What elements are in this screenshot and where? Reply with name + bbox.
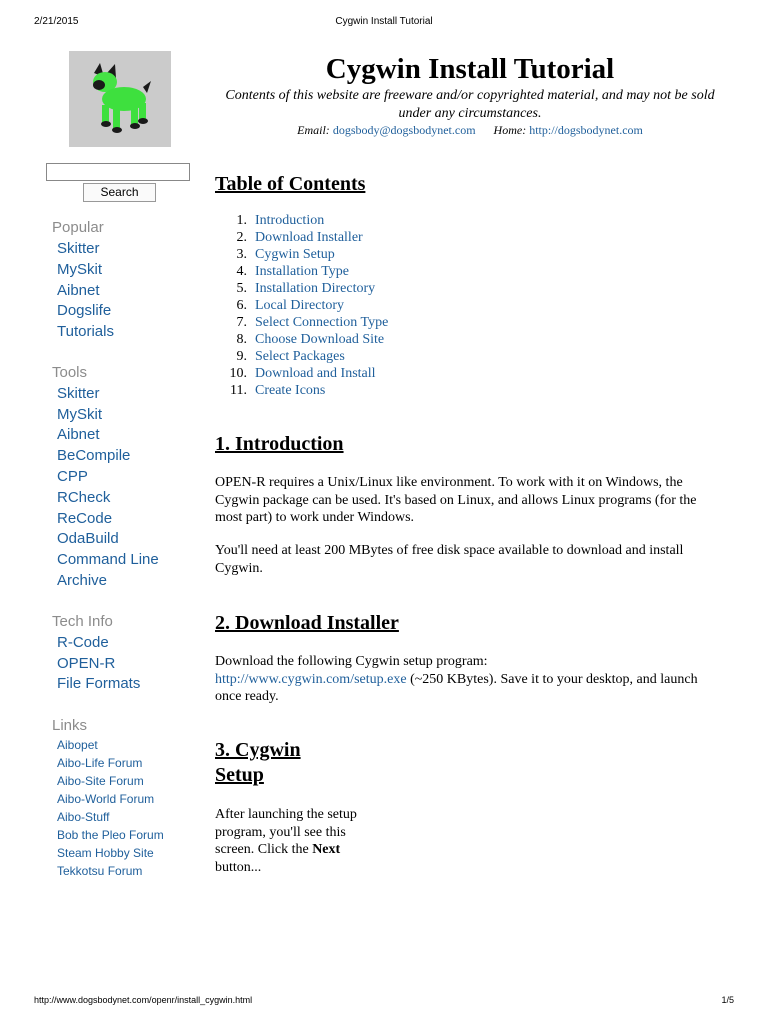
email-label: Email: — [297, 123, 330, 137]
setup-text-after: button... — [215, 859, 262, 875]
download-paragraph — [215, 653, 715, 706]
toc-number: 3. — [236, 247, 247, 262]
sidebar-link-aibo-stuff[interactable]: Aibo-Stuff — [57, 810, 110, 824]
sidebar-link-command-line[interactable]: Command Line — [57, 551, 159, 568]
toc-link-create-icons[interactable]: Create Icons — [255, 383, 326, 398]
toc-item — [215, 247, 335, 264]
toc-link-download-installer[interactable]: Download Installer — [255, 230, 363, 245]
sidebar-link-dogslife[interactable]: Dogslife — [57, 302, 112, 319]
toc-item — [215, 366, 376, 383]
toc-link-introduction[interactable]: Introduction — [255, 213, 325, 228]
toc-number: 1. — [236, 213, 247, 228]
sidebar-heading-tools: Tools — [52, 364, 88, 381]
search-button[interactable]: Search — [83, 183, 156, 202]
sidebar-link-aibo-site-forum[interactable]: Aibo-Site Forum — [57, 774, 144, 788]
intro-paragraph-1: OPEN-R requires a Unix/Linux like environment. To work with it on Windows, the Cygwin package can be used. It's based on Linux, and allows Linux programs (for the most part) to work under Windows. — [215, 475, 697, 525]
toc-link-select-connection-type[interactable]: Select Connection Type — [255, 315, 389, 330]
print-date: 2/21/2015 — [34, 16, 79, 27]
toc-link-download-and-install[interactable]: Download and Install — [255, 366, 376, 381]
toc-item — [215, 383, 325, 400]
sidebar-link-archive[interactable]: Archive — [57, 572, 108, 589]
section-heading-line-2: Setup — [215, 764, 264, 786]
toc-link-installation-type[interactable]: Installation Type — [255, 264, 350, 279]
sidebar-link-tools-aibnet[interactable]: Aibnet — [57, 426, 100, 443]
copyright-notice: Contents of this website are freeware and/or copyrighted material, and may not be sold under any circumstances. — [225, 88, 715, 121]
sidebar-link-myskit[interactable]: MySkit — [57, 261, 102, 278]
section-heading-line-1: 3. Cygwin — [215, 739, 301, 761]
sidebar-link-aibopet[interactable]: Aibopet — [57, 738, 98, 752]
download-text-before: Download the following Cygwin setup program: — [215, 654, 488, 669]
sidebar-link-aibo-life-forum[interactable]: Aibo-Life Forum — [57, 756, 143, 770]
sidebar-link-becompile[interactable]: BeCompile — [57, 447, 131, 464]
setup-paragraph — [215, 806, 365, 876]
sidebar-link-aibnet[interactable]: Aibnet — [57, 282, 100, 299]
toc-link-select-packages[interactable]: Select Packages — [255, 349, 345, 364]
home-link[interactable]: http://dogsbodynet.com — [529, 123, 643, 137]
toc-item — [215, 281, 375, 298]
toc-item — [215, 298, 344, 315]
setup-text-before: After launching the setup program, you'll see this screen. Click the — [215, 807, 357, 857]
toc-item — [215, 230, 363, 247]
toc-link-cygwin-setup[interactable]: Cygwin Setup — [255, 247, 335, 262]
section-heading-cygwin-setup — [215, 738, 301, 788]
toc-number: 5. — [236, 281, 247, 296]
toc-number: 2. — [236, 230, 247, 245]
sidebar-link-tekkotsu-forum[interactable]: Tekkotsu Forum — [57, 864, 143, 878]
sidebar-link-bob-the-pleo-forum[interactable]: Bob the Pleo Forum — [57, 828, 164, 842]
toc-number: 7. — [236, 315, 247, 330]
toc-heading: Table of Contents — [215, 173, 366, 195]
home-label: Home: — [493, 123, 527, 137]
page-title: Cygwin Install Tutorial — [325, 53, 615, 85]
sidebar-link-aibo-world-forum[interactable]: Aibo-World Forum — [57, 792, 155, 806]
sidebar-link-tools-myskit[interactable]: MySkit — [57, 406, 102, 423]
download-text-after: (~250 KBytes). Save it to your desktop, and launch once ready. — [215, 671, 698, 704]
sidebar-link-open-r[interactable]: OPEN-R — [57, 655, 116, 672]
sidebar-link-steam-hobby-site[interactable]: Steam Hobby Site — [57, 846, 154, 860]
sidebar-link-cpp[interactable]: CPP — [57, 468, 88, 485]
sidebar-link-r-code[interactable]: R-Code — [57, 634, 109, 651]
toc-item — [215, 332, 384, 349]
search-input[interactable] — [46, 163, 190, 181]
contact-line — [215, 123, 725, 138]
toc-number: 10. — [229, 366, 247, 381]
sidebar-link-file-formats[interactable]: File Formats — [57, 675, 141, 692]
sidebar-heading-tech-info: Tech Info — [52, 613, 113, 630]
toc-number: 4. — [236, 264, 247, 279]
next-button-label: Next — [312, 842, 341, 857]
setup-exe-link[interactable]: http://www.cygwin.com/setup.exe — [215, 671, 407, 687]
section-heading-download-installer: 2. Download Installer — [215, 612, 399, 634]
email-link[interactable]: dogsbody@dogsbodynet.com — [332, 123, 476, 137]
sidebar-heading-links: Links — [52, 717, 88, 734]
print-page-number: 1/5 — [721, 995, 734, 1005]
toc-number: 11. — [230, 383, 247, 398]
toc-item — [215, 213, 324, 230]
sidebar-link-recode[interactable]: ReCode — [57, 510, 113, 527]
section-heading-introduction: 1. Introduction — [215, 433, 344, 455]
toc-item — [215, 315, 388, 332]
toc-link-local-directory[interactable]: Local Directory — [255, 298, 345, 313]
print-url: http://www.dogsbodynet.com/openr/install_cygwin.html — [34, 995, 253, 1005]
sidebar-heading-popular: Popular — [52, 219, 104, 236]
intro-paragraph-2: You'll need at least 200 MBytes of free disk space available to download and install Cygwin. — [215, 543, 684, 576]
aibo-logo[interactable] — [69, 51, 171, 147]
print-page-title: Cygwin Install Tutorial — [335, 16, 433, 27]
sidebar-link-odabuild[interactable]: OdaBuild — [57, 530, 119, 547]
toc-link-choose-download-site[interactable]: Choose Download Site — [255, 332, 385, 347]
toc-item — [215, 264, 349, 281]
sidebar-link-tools-skitter[interactable]: Skitter — [57, 385, 100, 402]
toc-item — [215, 349, 345, 366]
sidebar-link-rcheck[interactable]: RCheck — [57, 489, 111, 506]
sidebar-link-tutorials[interactable]: Tutorials — [57, 323, 114, 340]
toc-number: 8. — [236, 332, 247, 347]
toc-link-installation-directory[interactable]: Installation Directory — [255, 281, 376, 296]
toc-number: 9. — [236, 349, 247, 364]
sidebar-link-skitter[interactable]: Skitter — [57, 240, 100, 257]
toc-number: 6. — [236, 298, 247, 313]
